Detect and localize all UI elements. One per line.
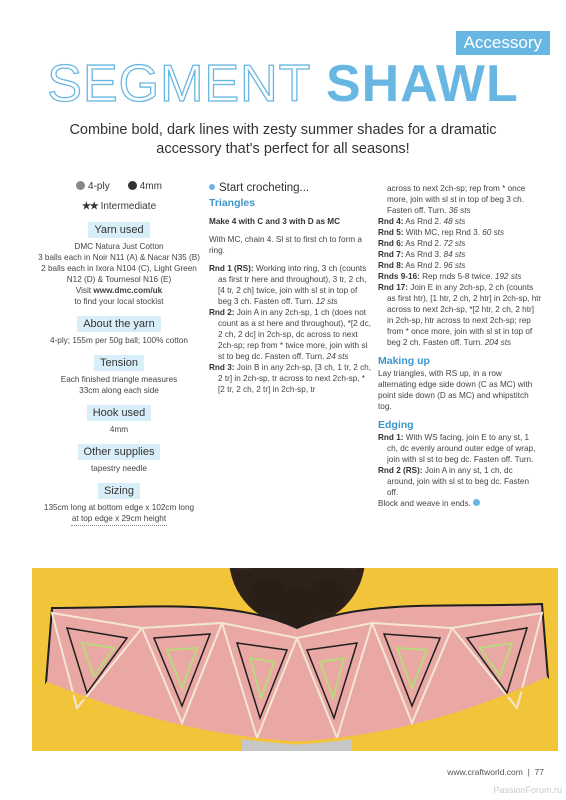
subtitle: Combine bold, dark lines with zesty summer shades for a dramatic accessory that's perfect for all seasons! xyxy=(69,122,497,157)
title-word-2: SHAWL xyxy=(325,55,519,113)
section-heading-supplies: Other supplies xyxy=(78,444,161,460)
section-body-supplies: tapestry needle xyxy=(91,464,147,473)
making-up-heading: Making up xyxy=(378,355,430,367)
footer-sep: | xyxy=(527,767,530,777)
title-word-1: SEGMENT xyxy=(47,55,311,113)
round-5: Rnd 5: With MC, rep Rnd 3. 60 sts xyxy=(378,228,505,237)
pattern-column-1 xyxy=(209,181,371,395)
stockist-link[interactable]: www.dmc.com/uk xyxy=(93,286,163,295)
bullet-icon xyxy=(209,184,215,190)
round-1: Rnd 1 (RS): Working into ring, 3 ch (counts as first tr here and throughout), 3 tr, 2 ch, [4 tr, 2 ch] twice, join with sl st in top of beg 3 ch. Fasten off. Turn. 12 sts xyxy=(209,264,367,306)
round-8: Rnd 8: As Rnd 2. 96 sts xyxy=(378,261,466,270)
weight-stat: 4-ply xyxy=(76,180,110,193)
triangles-intro: Make 4 with C and 3 with D as MC xyxy=(209,217,341,226)
finish-text: Block and weave in ends. xyxy=(378,498,542,509)
watermark: PassionForum.ru xyxy=(493,785,562,795)
section-heading-sizing: Sizing xyxy=(98,483,140,499)
round-3-start: Rnd 3: Join B in any 2ch-sp, [3 ch, 1 tr, 2 ch, 2 tr] in 2ch-sp, tr across to next 2ch-sp, *[2 tr, 2 ch, 2 tr] in 2ch-sp, tr xyxy=(209,363,372,394)
stats-row xyxy=(30,180,208,193)
page-title xyxy=(0,56,566,112)
making-up-text: Lay triangles, with RS up, in a row alternating edge side down (C as MC) with point side down (D as MC) and whipstitch tog. xyxy=(378,369,533,411)
yarn-ball-icon xyxy=(76,181,85,190)
triangles-heading: Triangles xyxy=(209,197,256,209)
section-heading-hook: Hook used xyxy=(87,405,152,421)
edging-round-2: Rnd 2 (RS): Join A in any st, 1 ch, dc around, join with sl st to beg dc. Fasten off. xyxy=(378,466,529,497)
round-7: Rnd 7: As Rnd 3. 84 sts xyxy=(378,250,466,259)
category-tab: Accessory xyxy=(456,31,550,55)
end-yarn-ball-icon xyxy=(473,499,480,506)
pattern-column-2 xyxy=(378,183,542,509)
round-2: Rnd 2: Join A in any 2ch-sp, 1 ch (does not count as a st here and throughout), *[2 dc, 2 ch, 2 dc] in 2ch-sp, dc across to next 2ch-sp; rep from * twice more, join with sl st to beg dc. Fasten off. Turn. 24 sts xyxy=(209,308,371,361)
section-body-tension: Each finished triangle measures 33cm along each side xyxy=(60,375,178,395)
rounds-9-16: Rnds 9-16: Rep rnds 5-8 twice. 192 sts xyxy=(378,272,522,281)
round-17: Rnd 17: Join E in any 2ch-sp, 2 ch (counts as first htr), [1 htr, 2 ch, 2 htr] in 2ch-sp, htr across to next 2ch-sp, *[2 htr, 2 ch, 2 htr] in 2ch-sp, htr across to next 2ch-sp; rep from * once more, join with sl st in top of beg 2 ch. Fasten off. Turn. 204 sts xyxy=(378,283,542,347)
round-3-cont: across to next 2ch-sp; rep from * once more, join with sl st in top of beg 3 ch. Fasten off. Turn. 36 sts xyxy=(387,184,526,215)
section-body-hook: 4mm xyxy=(109,425,129,434)
difficulty: ★★ Intermediate xyxy=(81,201,157,212)
footer-site: www.craftworld.com xyxy=(447,767,523,777)
edging-round-1: Rnd 1: With WS facing, join E to any st, 1 ch, dc evenly around outer edge of wrap, join with sl st to beg dc. Fasten off. Turn. xyxy=(378,433,536,464)
section-heading-yarn: Yarn used xyxy=(88,222,149,238)
edging-heading: Edging xyxy=(378,419,414,431)
section-body-yarn: DMC Natura Just Cotton 3 balls each in Noir N11 (A) & Nacar N35 (B) 2 balls each in Ixora N104 (C), Light Green N12 (D) & Tournesol N16 (E) Visit www.dmc.com/uk to find your local stockist xyxy=(38,242,200,306)
chain-instruction: With MC, chain 4. Sl st to first ch to form a ring. xyxy=(209,235,362,255)
section-heading-tension: Tension xyxy=(94,355,144,371)
page-number: 77 xyxy=(534,767,544,777)
dotted-divider xyxy=(71,525,167,526)
difficulty-stars-icon: ★★ xyxy=(81,201,98,212)
shawl-photo xyxy=(32,568,558,751)
section-body-sizing: 135cm long at bottom edge x 102cm long at top edge x 29cm height xyxy=(30,502,208,526)
hook-stat: 4mm xyxy=(128,180,162,193)
page-footer xyxy=(447,767,544,778)
start-heading: Start crocheting... xyxy=(209,181,371,195)
section-heading-about-yarn: About the yarn xyxy=(77,316,161,332)
info-column xyxy=(30,180,208,535)
hook-size-icon xyxy=(128,181,137,190)
round-6: Rnd 6: As Rnd 2. 72 sts xyxy=(378,239,466,248)
section-body-about-yarn: 4-ply; 155m per 50g ball; 100% cotton xyxy=(50,336,188,345)
round-4: Rnd 4: As Rnd 2. 48 sts xyxy=(378,217,466,226)
